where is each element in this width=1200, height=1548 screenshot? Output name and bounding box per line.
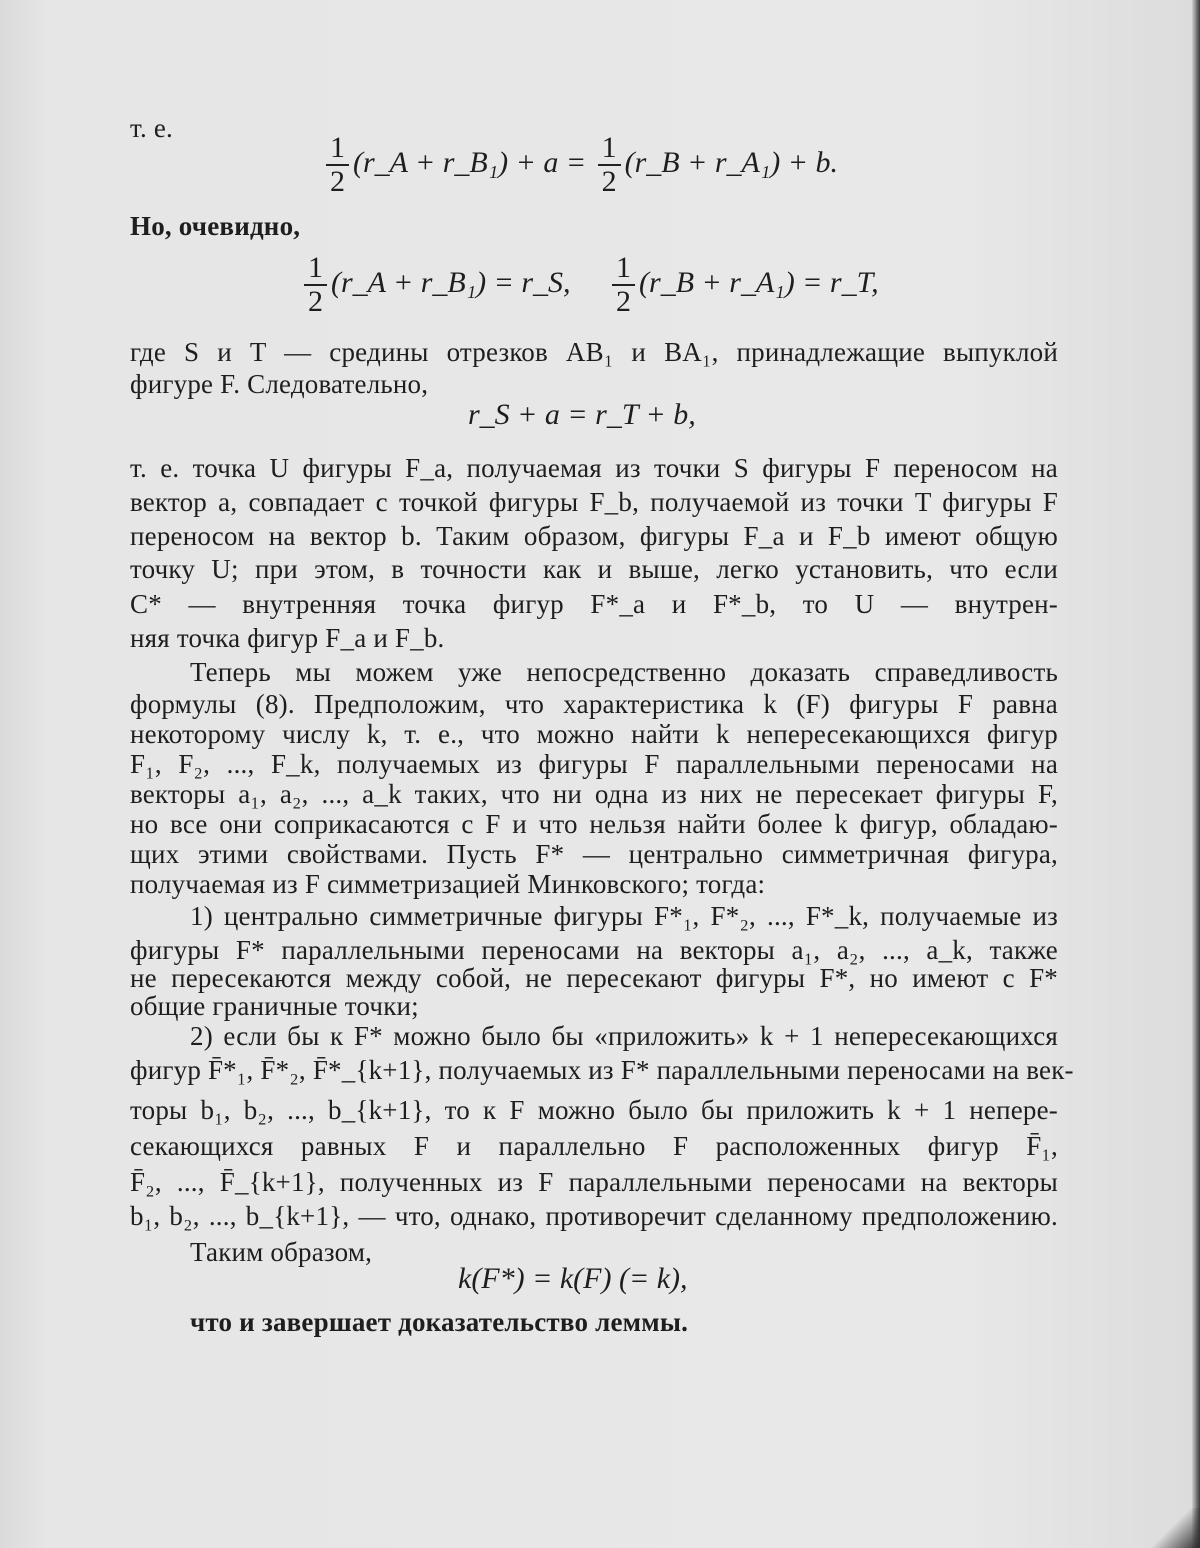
para2-line-2: вектор a, совпадает с точкой фигуры F_b, получаемой из точки T фигуры F bbox=[130, 487, 1058, 517]
para5-line-4: секающихся равных F и параллельно F расположенных фигур F̄₁, bbox=[130, 1131, 1058, 1161]
para2-line-1: т. е. точка U фигуры F_a, получаемая из точки S фигуры F переносом на bbox=[130, 453, 1058, 483]
fraction-half: $\frac{1}{2}$ bbox=[598, 132, 621, 198]
formula-1-right: (r_B + r_A₁) + b. bbox=[624, 145, 839, 179]
para5-line-6: b₁, b₂, ..., b_{k+1}, — что, однако, противоречит сделанному предположению. bbox=[130, 1201, 1058, 1231]
but-obviously: Но, очевидно, bbox=[130, 211, 301, 241]
formula-2-part2: (r_B + r_A₁) = r_T, bbox=[639, 265, 879, 299]
formula-2 bbox=[300, 252, 879, 318]
para5-line-3: торы b₁, b₂, ..., b_{k+1}, то к F можно было бы приложить k + 1 непере- bbox=[130, 1095, 1058, 1125]
formula-2-part1: (r_A + r_B₁) = r_S, bbox=[331, 265, 571, 299]
para2-line-4: точку U; при этом, в точности как и выше, легко установить, что если bbox=[130, 554, 1058, 584]
formula-4: k(F*) = k(F) (= k), bbox=[458, 1262, 688, 1295]
thus-label: Таким образом, bbox=[190, 1237, 373, 1267]
para5-line-2: фигур F̄*₁, F̄*₂, F̄*_{k+1}, получаемых из F* параллельными переносами на век- bbox=[130, 1055, 1074, 1085]
para3-line-3: некоторому числу k, т. е., что можно найти k непересекающихся фигур bbox=[130, 719, 1058, 749]
page-edge-shadow bbox=[1192, 0, 1200, 1548]
para2-line-3: переносом на вектор b. Таким образом, фигуры F_a и F_b имеют общую bbox=[130, 521, 1058, 551]
formula-1: $\frac{1}{2}$ (r_A + r_B₁) + a = $\frac{1}{2}$ (r_B + r_A₁) + b. bbox=[322, 132, 838, 198]
para5-line-5: F̄₂, ..., F̄_{k+1}, полученных из F параллельными переносами на векторы bbox=[130, 1167, 1058, 1197]
para4-line-1: 1) центрально симметричные фигуры F*₁, F*₂, ..., F*_k, получаемые из bbox=[190, 901, 1058, 931]
para3-line-1: Теперь мы можем уже непосредственно доказать справедливость bbox=[190, 657, 1058, 687]
para4-line-2: фигуры F* параллельными переносами на векторы a₁, a₂, ..., a_k, также bbox=[130, 935, 1058, 965]
page-corner-shadow bbox=[1140, 1508, 1200, 1548]
para4-line-4: общие граничные точки; bbox=[130, 991, 419, 1021]
fraction-half: $\frac{1}{2}$ bbox=[326, 132, 349, 198]
para3-line-5: векторы a₁, a₂, ..., a_k таких, что ни одна из них не пересекает фигуры F, bbox=[130, 779, 1058, 809]
fraction-half: $\frac{1}{2}$ bbox=[304, 252, 327, 318]
para5-line-1: 2) если бы к F* можно было бы «приложить» k + 1 непересекающихся bbox=[190, 1021, 1058, 1051]
fraction-half: $\frac{1}{2}$ bbox=[612, 252, 635, 318]
para3-line-2: формулы (8). Предположим, что характеристика k (F) фигуры F равна bbox=[130, 689, 1058, 719]
para1-line-1: где S и T — средины отрезков AB₁ и BA₁, принадлежащие выпуклой bbox=[130, 337, 1058, 367]
para3-line-4: F₁, F₂, ..., F_k, получаемых из фигуры F параллельными переносами на bbox=[130, 749, 1058, 779]
formula-3: r_S + a = r_T + b, bbox=[468, 398, 696, 431]
para2-line-6: няя точка фигур F_a и F_b. bbox=[130, 623, 445, 653]
para2-line-5: C* — внутренняя точка фигур F*_a и F*_b, то U — внутрен- bbox=[130, 589, 1058, 619]
para3-line-7: щих этими свойствами. Пусть F* — центрально симметричная фигура, bbox=[130, 839, 1058, 869]
para3-line-6: но все они соприкасаются с F и что нельзя найти более k фигур, обладаю- bbox=[130, 809, 1058, 839]
para4-line-3: не пересекаются между собой, не пересекают фигуры F*, но имеют с F* bbox=[130, 963, 1058, 993]
para1-line-2: фигуре F. Следовательно, bbox=[130, 369, 429, 399]
para3-line-8: получаемая из F симметризацией Минковского; тогда: bbox=[130, 869, 766, 899]
formula-1-left: (r_A + r_B₁) + a bbox=[353, 145, 559, 179]
final-line: что и завершает доказательство леммы. bbox=[190, 1307, 689, 1337]
te-label: т. е. bbox=[130, 113, 174, 143]
